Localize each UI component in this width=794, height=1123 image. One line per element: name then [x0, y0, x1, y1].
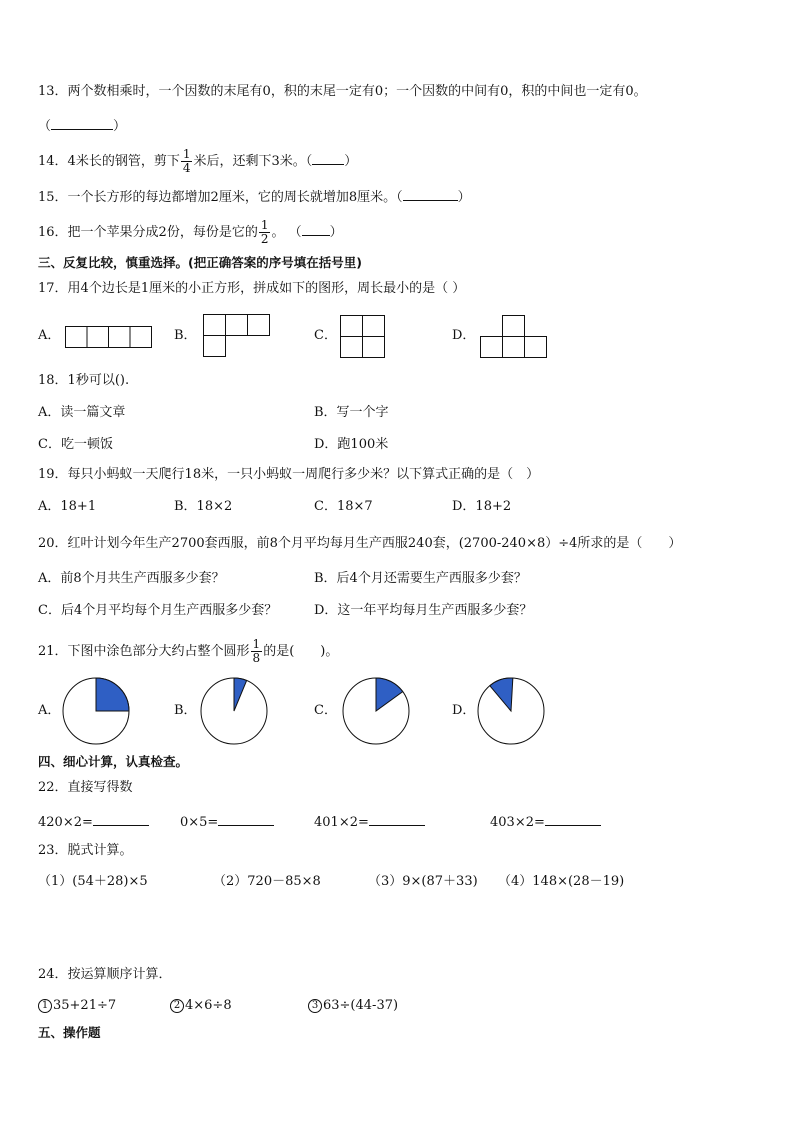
answer-blank[interactable] — [51, 115, 113, 130]
q17-shape-b — [202, 313, 272, 359]
q18-option-d: D．跑100米 — [314, 437, 389, 452]
q18-option-b: B．写一个字 — [314, 405, 389, 420]
numerator: 1 — [252, 637, 261, 651]
section-4-heading: 四、细心计算，认真检查。 — [38, 754, 189, 769]
q23-text: 23．脱式计算。 — [38, 843, 133, 858]
paren: （ — [38, 119, 52, 134]
circled-number: 1 — [38, 999, 52, 1013]
q14-text-2: 米后，还剩下3米。（ — [193, 154, 313, 169]
q21-line — [38, 638, 338, 665]
answer-blank[interactable] — [218, 811, 274, 826]
q20-text: 20．红叶计划今年生产2700套西服，前8个月平均每月生产西服240套，(2700-240×8）÷4所求的是（ ） — [38, 536, 682, 551]
q21-circle-c — [341, 676, 411, 746]
q22-expr: 401×2= — [314, 815, 369, 830]
q21-text-2: 的是( )。 — [263, 644, 339, 659]
q13-answer — [38, 115, 126, 136]
q16-text-2: 。 （ — [271, 225, 302, 240]
q22-item-3 — [314, 811, 425, 832]
q22-item-1 — [38, 811, 149, 832]
q19-option-b: B．18×2 — [174, 499, 233, 514]
denominator: 4 — [182, 161, 191, 175]
q20-option-a: A．前8个月共生产西服多少套？ — [38, 571, 225, 586]
q17-shape-d — [479, 314, 549, 360]
q14-text: 14．4米长的钢管，剪下 — [38, 154, 180, 169]
q24-expr: 35+21÷7 — [53, 998, 117, 1013]
q24-item-3 — [308, 997, 398, 1015]
q17-text: 17．用4个边长是1厘米的小正方形，拼成如下的图形，周长最小的是（ ） — [38, 281, 466, 296]
q23-item-1: （1）(54＋28)×5 — [38, 874, 148, 889]
fraction — [259, 219, 271, 246]
q17-shape-c — [339, 314, 387, 360]
circled-number: 2 — [170, 999, 184, 1013]
q22-item-2 — [180, 811, 274, 832]
denominator: 2 — [260, 232, 269, 246]
q20-option-d: D．这一年平均每月生产西服多少套？ — [314, 603, 533, 618]
denominator: 8 — [252, 651, 261, 665]
q23-item-2: （2）720－85×8 — [213, 874, 321, 889]
q17-shape-a — [64, 325, 154, 349]
q18-option-a: A．读一篇文章 — [38, 405, 126, 420]
q22-expr: 0×5= — [180, 815, 219, 830]
q21-option-d-label: D． — [452, 703, 476, 718]
section-3-heading: 三、反复比较，慎重选择。(把正确答案的序号填在括号里) — [38, 255, 362, 270]
q21-circle-a — [61, 676, 131, 746]
q17-option-a-label: A． — [38, 328, 61, 343]
q17-option-d-label: D． — [452, 328, 476, 343]
q19-option-a: A．18+1 — [38, 499, 97, 514]
q23-item-4: （4）148×(28－19) — [498, 874, 625, 889]
q21-option-a-label: A． — [38, 703, 61, 718]
q22-text: 22．直接写得数 — [38, 780, 133, 795]
numerator: 1 — [182, 147, 191, 161]
q19-option-c: C．18×7 — [314, 499, 373, 514]
q24-expr: 63÷(44-37) — [323, 998, 399, 1013]
paren: ） — [113, 119, 127, 134]
q24-text: 24．按运算顺序计算． — [38, 967, 172, 982]
q16-text: 16．把一个苹果分成2份，每份是它的 — [38, 225, 258, 240]
q18-option-c: C．吃一顿饭 — [38, 437, 113, 452]
q14-line — [38, 148, 357, 175]
section-5-heading: 五、操作题 — [38, 1025, 101, 1040]
q21-circle-d — [476, 676, 546, 746]
shaded-sector — [96, 678, 129, 711]
q17-option-b-label: B． — [174, 328, 197, 343]
answer-blank[interactable] — [93, 811, 149, 826]
q22-expr: 403×2= — [490, 815, 545, 830]
q15-text: 15．一个长方形的每边都增加2厘米，它的周长就增加8厘米。（ — [38, 190, 403, 205]
q22-expr: 420×2= — [38, 815, 93, 830]
q16-line — [38, 219, 343, 246]
q19-text: 19．每只小蚂蚁一天爬行18米，一只小蚂蚁一周爬行多少米？以下算式正确的是（ ） — [38, 467, 540, 482]
q24-item-2 — [170, 997, 232, 1015]
answer-blank[interactable] — [369, 811, 425, 826]
q21-circle-b — [199, 676, 269, 746]
q23-item-3: （3）9×(87＋33) — [368, 874, 478, 889]
answer-blank[interactable] — [302, 221, 330, 236]
paren: ） — [457, 190, 471, 205]
answer-blank[interactable] — [312, 150, 344, 165]
q22-item-4 — [490, 811, 601, 832]
q18-text: 18．1秒可以(). — [38, 373, 130, 388]
q17-option-c-label: C． — [314, 328, 337, 343]
q15-line — [38, 186, 471, 207]
q13-text: 13．两个数相乘时，一个因数的末尾有0，积的末尾一定有0；一个因数的中间有0，积的中间也一定有0。 — [38, 84, 647, 99]
q20-option-c: C．后4个月平均每个月生产西服多少套？ — [38, 603, 278, 618]
answer-blank[interactable] — [403, 186, 458, 201]
numerator: 1 — [260, 218, 269, 232]
q20-option-b: B．后4个月还需要生产西服多少套？ — [314, 571, 527, 586]
fraction — [251, 638, 263, 665]
paren: ） — [329, 225, 343, 240]
circled-number: 3 — [308, 999, 322, 1013]
q21-option-b-label: B． — [174, 703, 197, 718]
q24-expr: 4×6÷8 — [185, 998, 232, 1013]
q19-option-d: D．18+2 — [452, 499, 512, 514]
fraction — [181, 148, 193, 175]
q21-option-c-label: C． — [314, 703, 337, 718]
q24-item-1 — [38, 997, 116, 1015]
paren: ） — [344, 154, 358, 169]
answer-blank[interactable] — [545, 811, 601, 826]
q21-text: 21．下图中涂色部分大约占整个圆形 — [38, 644, 250, 659]
